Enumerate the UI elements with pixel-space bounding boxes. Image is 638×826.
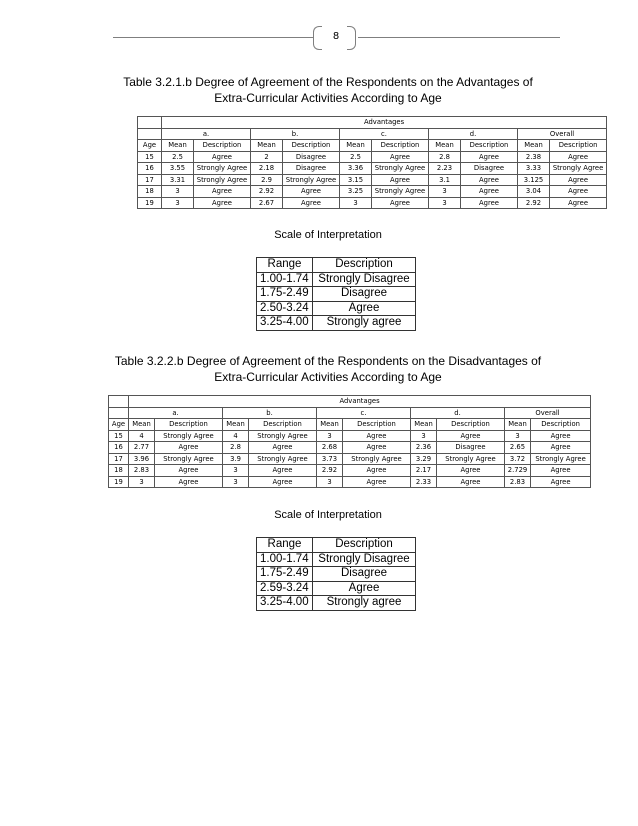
scale-row xyxy=(257,301,416,316)
table-row xyxy=(109,442,591,454)
section-header-d: d. xyxy=(429,128,518,140)
column-header: Description xyxy=(283,140,340,152)
description-cell: Agree xyxy=(283,197,340,209)
column-header: Mean xyxy=(505,419,531,431)
description-cell: Strongly Agree xyxy=(343,453,411,465)
description-cell: Strongly Agree xyxy=(155,453,223,465)
description-cell: Disagree xyxy=(283,151,340,163)
description-cell: Agree xyxy=(194,151,251,163)
description-cell: Agree xyxy=(461,197,518,209)
mean-cell: 2.8 xyxy=(429,151,461,163)
mean-cell: 3.73 xyxy=(317,453,343,465)
description-cell: Strongly Agree xyxy=(249,453,317,465)
empty-cell xyxy=(138,117,162,129)
mean-cell: 3 xyxy=(162,197,194,209)
mean-cell: 2.36 xyxy=(411,442,437,454)
mean-cell: 2.77 xyxy=(129,442,155,454)
range-cell: 1.00-1.74 xyxy=(257,552,313,567)
mean-cell: 2 xyxy=(251,151,283,163)
section-header-d: d. xyxy=(411,407,505,419)
description-cell: Agree xyxy=(550,174,607,186)
mean-cell: 3.33 xyxy=(518,163,550,175)
scale-row xyxy=(257,272,416,287)
column-header: Mean xyxy=(429,140,461,152)
mean-cell: 3.55 xyxy=(162,163,194,175)
mean-cell: 2.92 xyxy=(518,197,550,209)
mean-cell: 3 xyxy=(429,197,461,209)
mean-cell: 2.92 xyxy=(251,186,283,198)
age-cell: 17 xyxy=(109,453,129,465)
scale1-title: Scale of Interpretation xyxy=(274,229,382,241)
column-header: Mean xyxy=(317,419,343,431)
mean-cell: 4 xyxy=(129,430,155,442)
column-header: Mean xyxy=(251,140,283,152)
mean-cell: 3 xyxy=(429,186,461,198)
section-header-overall: Overall xyxy=(505,407,591,419)
description-cell: Disagree xyxy=(313,287,416,302)
mean-cell: 2.5 xyxy=(162,151,194,163)
description-cell: Agree xyxy=(461,186,518,198)
mean-cell: 2.17 xyxy=(411,465,437,477)
disadvantages-table xyxy=(108,395,591,488)
description-cell: Strongly agree xyxy=(313,596,416,611)
mean-cell: 3 xyxy=(411,430,437,442)
group-header-row xyxy=(109,396,591,408)
scale-row xyxy=(257,287,416,302)
description-cell: Agree xyxy=(461,174,518,186)
mean-cell: 2.83 xyxy=(129,465,155,477)
age-cell: 16 xyxy=(109,442,129,454)
description-cell: Strongly agree xyxy=(313,316,416,331)
page-header xyxy=(0,0,638,60)
range-header: Range xyxy=(257,538,313,553)
mean-cell: 3.04 xyxy=(518,186,550,198)
scale-row xyxy=(257,567,416,582)
column-header-row xyxy=(109,419,591,431)
description-cell: Strongly Agree xyxy=(372,186,429,198)
section-header-b: b. xyxy=(251,128,340,140)
scale-row xyxy=(257,316,416,331)
description-cell: Disagree xyxy=(461,163,518,175)
mean-cell: 2.67 xyxy=(251,197,283,209)
table-row xyxy=(109,430,591,442)
scale-of-interpretation-table xyxy=(256,537,416,611)
column-header: Mean xyxy=(340,140,372,152)
mean-cell: 3 xyxy=(223,476,249,488)
mean-cell: 2.8 xyxy=(223,442,249,454)
scale-row xyxy=(257,596,416,611)
column-header: Mean xyxy=(223,419,249,431)
section-header-c: c. xyxy=(340,128,429,140)
description-cell: Agree xyxy=(437,430,505,442)
range-cell: 2.50-3.24 xyxy=(257,301,313,316)
age-cell: 15 xyxy=(138,151,162,163)
section-header-c: c. xyxy=(317,407,411,419)
scale2-title: Scale of Interpretation xyxy=(274,509,382,521)
mean-cell: 2.23 xyxy=(429,163,461,175)
description-cell: Agree xyxy=(372,174,429,186)
description-cell: Agree xyxy=(283,186,340,198)
age-cell: 19 xyxy=(138,197,162,209)
mean-cell: 3.96 xyxy=(129,453,155,465)
mean-cell: 2.83 xyxy=(505,476,531,488)
description-cell: Strongly Agree xyxy=(194,163,251,175)
mean-cell: 3 xyxy=(223,465,249,477)
mean-cell: 2.18 xyxy=(251,163,283,175)
empty-cell xyxy=(109,396,129,408)
description-cell: Strongly Agree xyxy=(194,174,251,186)
description-cell: Strongly Disagree xyxy=(313,552,416,567)
description-header: Description xyxy=(313,538,416,553)
mean-cell: 4 xyxy=(223,430,249,442)
description-cell: Disagree xyxy=(313,567,416,582)
mean-cell: 2.65 xyxy=(505,442,531,454)
mean-cell: 2.5 xyxy=(340,151,372,163)
table-row xyxy=(109,465,591,477)
description-cell: Strongly Agree xyxy=(155,430,223,442)
page-number-bracket-left xyxy=(313,26,322,50)
group-header: Advantages xyxy=(162,117,607,129)
description-cell: Disagree xyxy=(437,442,505,454)
description-cell: Agree xyxy=(155,465,223,477)
description-cell: Strongly Agree xyxy=(531,453,591,465)
empty-cell xyxy=(109,407,129,419)
mean-cell: 3 xyxy=(317,430,343,442)
column-header: Description xyxy=(550,140,607,152)
column-header: Description xyxy=(531,419,591,431)
mean-cell: 2.729 xyxy=(505,465,531,477)
description-cell: Agree xyxy=(437,465,505,477)
group-header-row xyxy=(138,117,607,129)
range-cell: 1.75-2.49 xyxy=(257,567,313,582)
description-cell: Agree xyxy=(461,151,518,163)
table-row xyxy=(109,453,591,465)
mean-cell: 3 xyxy=(162,186,194,198)
mean-cell: 3 xyxy=(129,476,155,488)
header-rule-left xyxy=(113,37,313,38)
age-cell: 15 xyxy=(109,430,129,442)
description-cell: Strongly Agree xyxy=(372,163,429,175)
section-header-row xyxy=(109,407,591,419)
column-header: Mean xyxy=(518,140,550,152)
description-cell: Agree xyxy=(155,476,223,488)
section-header-a: a. xyxy=(129,407,223,419)
description-cell: Disagree xyxy=(283,163,340,175)
description-cell: Agree xyxy=(194,197,251,209)
mean-cell: 3.25 xyxy=(340,186,372,198)
mean-cell: 2.92 xyxy=(317,465,343,477)
mean-cell: 2.33 xyxy=(411,476,437,488)
age-cell: 18 xyxy=(138,186,162,198)
column-header: Mean xyxy=(162,140,194,152)
column-header: Description xyxy=(194,140,251,152)
description-cell: Strongly Agree xyxy=(550,163,607,175)
description-cell: Agree xyxy=(249,476,317,488)
column-header: Description xyxy=(437,419,505,431)
section-header-a: a. xyxy=(162,128,251,140)
age-cell: 17 xyxy=(138,174,162,186)
age-cell: 16 xyxy=(138,163,162,175)
age-cell: 19 xyxy=(109,476,129,488)
column-header: Age xyxy=(109,419,129,431)
table-row xyxy=(109,476,591,488)
table-row xyxy=(138,174,607,186)
column-header: Description xyxy=(461,140,518,152)
table1-caption: Table 3.2.1.b Degree of Agreement of the Respondents on the Advantages of Extra-Curricular Activities According to Age xyxy=(123,75,533,105)
group-header: Advantages xyxy=(129,396,591,408)
description-cell: Agree xyxy=(343,476,411,488)
mean-cell: 3.29 xyxy=(411,453,437,465)
description-cell: Agree xyxy=(343,430,411,442)
range-header: Range xyxy=(257,258,313,273)
description-cell: Agree xyxy=(437,476,505,488)
page-number-bracket-right xyxy=(347,26,356,50)
mean-cell: 3.1 xyxy=(429,174,461,186)
column-header: Description xyxy=(372,140,429,152)
description-cell: Agree xyxy=(343,465,411,477)
range-cell: 2.59-3.24 xyxy=(257,581,313,596)
description-cell: Agree xyxy=(531,465,591,477)
advantages-table xyxy=(137,116,607,209)
table-row xyxy=(138,197,607,209)
column-header-row xyxy=(138,140,607,152)
mean-cell: 3.9 xyxy=(223,453,249,465)
description-cell: Agree xyxy=(155,442,223,454)
section-header-row xyxy=(138,128,607,140)
description-cell: Agree xyxy=(194,186,251,198)
page-number: 8 xyxy=(332,31,340,42)
table2-caption: Table 3.2.2.b Degree of Agreement of the Respondents on the Disadvantages of Extra-Curricular Activities According to Age xyxy=(114,354,542,384)
scale-row xyxy=(257,552,416,567)
description-cell: Strongly Disagree xyxy=(313,272,416,287)
table-row xyxy=(138,151,607,163)
range-cell: 1.00-1.74 xyxy=(257,272,313,287)
column-header: Age xyxy=(138,140,162,152)
age-cell: 18 xyxy=(109,465,129,477)
description-cell: Agree xyxy=(531,442,591,454)
column-header: Mean xyxy=(129,419,155,431)
scale-of-interpretation-table xyxy=(256,257,416,331)
section-header-b: b. xyxy=(223,407,317,419)
description-cell: Strongly Agree xyxy=(437,453,505,465)
mean-cell: 3.125 xyxy=(518,174,550,186)
mean-cell: 3 xyxy=(505,430,531,442)
column-header: Description xyxy=(155,419,223,431)
description-cell: Agree xyxy=(550,151,607,163)
description-cell: Agree xyxy=(372,151,429,163)
description-cell: Strongly Agree xyxy=(283,174,340,186)
mean-cell: 2.38 xyxy=(518,151,550,163)
mean-cell: 3 xyxy=(317,476,343,488)
mean-cell: 2.68 xyxy=(317,442,343,454)
description-cell: Agree xyxy=(313,301,416,316)
mean-cell: 3.15 xyxy=(340,174,372,186)
scale-header-row xyxy=(257,258,416,273)
column-header: Mean xyxy=(411,419,437,431)
description-cell: Agree xyxy=(550,197,607,209)
header-rule-right xyxy=(358,37,560,38)
description-cell: Agree xyxy=(550,186,607,198)
description-cell: Agree xyxy=(531,476,591,488)
range-cell: 1.75-2.49 xyxy=(257,287,313,302)
description-cell: Agree xyxy=(313,581,416,596)
description-cell: Agree xyxy=(249,442,317,454)
range-cell: 3.25-4.00 xyxy=(257,316,313,331)
mean-cell: 3.31 xyxy=(162,174,194,186)
mean-cell: 3 xyxy=(340,197,372,209)
column-header: Description xyxy=(343,419,411,431)
table-row xyxy=(138,186,607,198)
column-header: Description xyxy=(249,419,317,431)
description-header: Description xyxy=(313,258,416,273)
table-row xyxy=(138,163,607,175)
mean-cell: 3.72 xyxy=(505,453,531,465)
mean-cell: 2.9 xyxy=(251,174,283,186)
description-cell: Strongly Agree xyxy=(249,430,317,442)
range-cell: 3.25-4.00 xyxy=(257,596,313,611)
mean-cell: 3.36 xyxy=(340,163,372,175)
description-cell: Agree xyxy=(531,430,591,442)
description-cell: Agree xyxy=(249,465,317,477)
description-cell: Agree xyxy=(343,442,411,454)
description-cell: Agree xyxy=(372,197,429,209)
scale-header-row xyxy=(257,538,416,553)
section-header-overall: Overall xyxy=(518,128,607,140)
scale-row xyxy=(257,581,416,596)
empty-cell xyxy=(138,128,162,140)
